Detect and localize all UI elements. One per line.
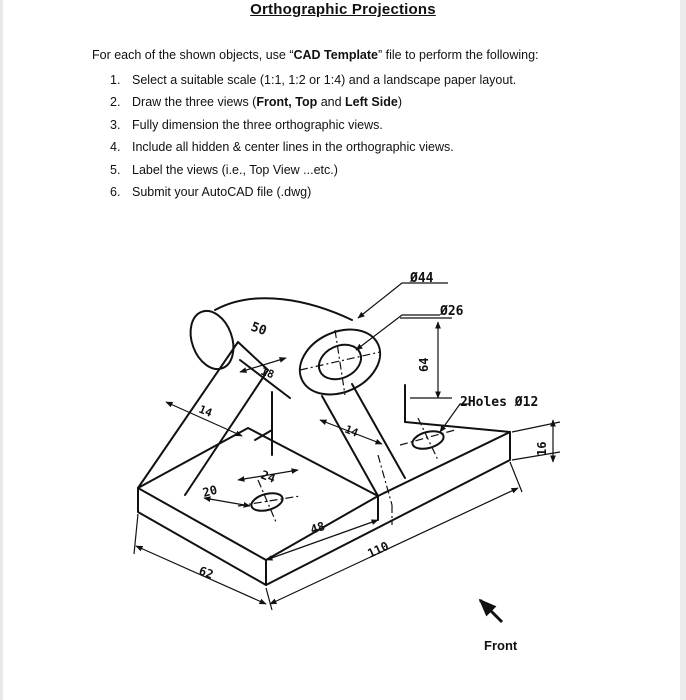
list-number: 3. (110, 117, 121, 132)
list-text-bold: Left Side (345, 95, 398, 110)
dim-label-14b: 14 (342, 422, 361, 440)
center-support (255, 392, 272, 455)
list-text: Draw the three views ( (132, 95, 257, 110)
dim-label-110: 110 (365, 538, 391, 561)
list-number: 1. (110, 73, 121, 87)
bore-center-line-h (300, 352, 380, 370)
bore-center-line-v (335, 330, 345, 395)
cylinder-top-edge (215, 298, 352, 320)
dim-label-16: 16 (535, 441, 549, 456)
dim-label-18: 18 (258, 364, 276, 382)
intro-text-before: For each of the shown objects, use “ (92, 48, 294, 62)
dimension-labels (197, 271, 549, 582)
list-text: Select a suitable scale (1:1, 1:2 or 1:4) and a landscape paper layout. (132, 73, 517, 87)
list-text: Label the views (i.e., Top View ...etc.) (132, 162, 338, 177)
web-right (322, 384, 405, 496)
dim-line-20 (204, 498, 250, 506)
dim-label-holes: 2Holes Ø12 (460, 395, 539, 410)
dimension-lines (134, 283, 560, 610)
dim-label-50: 50 (248, 319, 269, 340)
list-number: 6. (110, 184, 121, 199)
cylinder-back-end (183, 305, 241, 375)
list-text: ) (397, 95, 402, 110)
dim-line-110 (270, 488, 518, 604)
list-number: 2. (110, 95, 121, 110)
dim-label-d44: Ø44 (410, 271, 434, 286)
intro-text-bold: CAD Template (293, 48, 379, 62)
list-text: Fully dimension the three orthographic views. (132, 117, 383, 132)
object-outline (138, 298, 510, 585)
dim-label-14a: 14 (196, 402, 215, 420)
hole-left-center-line (238, 480, 300, 522)
dim-label-64: 64 (417, 357, 431, 372)
front-view-label: Front (484, 638, 518, 653)
dim-label-62: 62 (196, 563, 216, 582)
leader-d44 (358, 283, 448, 318)
list-text-bold: Front, Top (256, 95, 318, 110)
dim-label-d26: Ø26 (440, 304, 464, 319)
leader-d26 (356, 315, 440, 350)
intro-text-after: ” file to perform the following: (378, 48, 539, 62)
dim-label-24: 24 (258, 467, 278, 486)
list-number: 5. (110, 162, 121, 177)
list-number: 4. (110, 140, 121, 155)
front-direction-arrow (480, 600, 502, 622)
base-top-face (138, 428, 378, 560)
list-text: and (317, 95, 346, 110)
list-text: Include all hidden & center lines in the orthographic views. (132, 140, 454, 155)
page-title: Orthographic Projections (250, 1, 436, 18)
ext-line-62 (134, 514, 138, 554)
list-text: Submit your AutoCAD file (.dwg) (132, 184, 312, 199)
dim-label-48: 48 (308, 519, 327, 537)
dim-label-20: 20 (201, 482, 219, 500)
